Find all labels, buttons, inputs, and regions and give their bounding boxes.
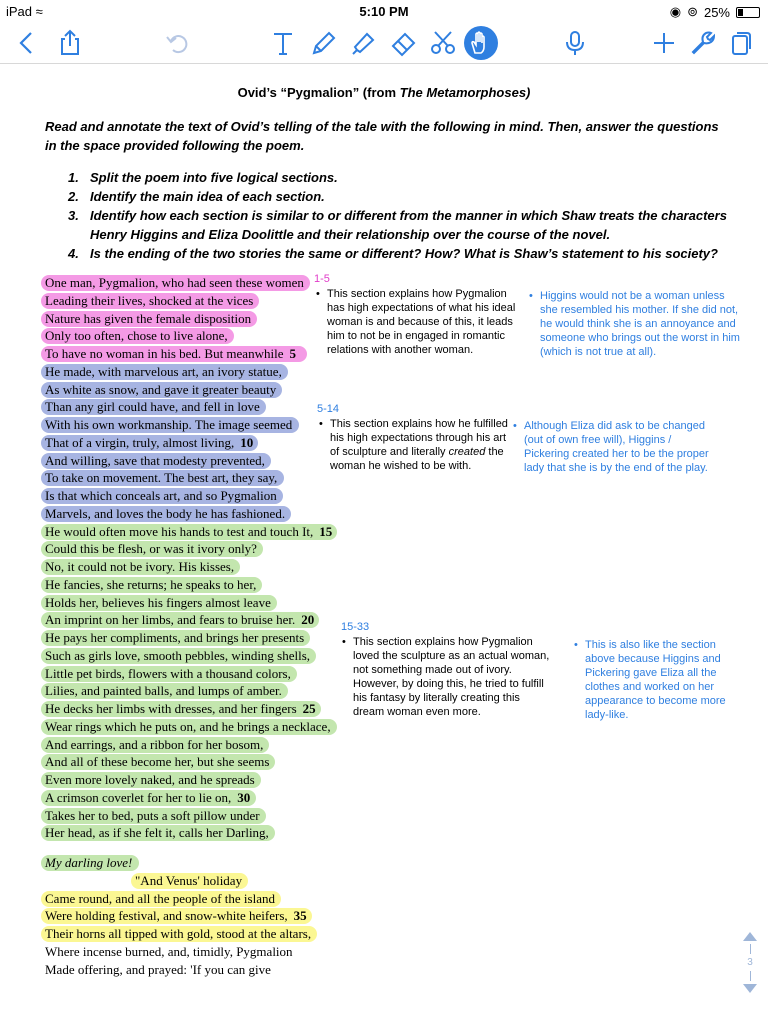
text-tool-icon	[269, 29, 297, 57]
toolbar	[0, 22, 768, 64]
poem-line	[45, 907, 345, 925]
pen-icon	[309, 29, 337, 57]
scissors-icon	[429, 29, 457, 57]
poem-line	[45, 718, 345, 736]
poem-line-text: Nature has given the female disposition	[45, 310, 252, 326]
poem-line-text: Marvels, and loves the body he has fashioned.	[45, 505, 286, 521]
poem-line-text: Where incense burned, and, timidly, Pygmalion	[45, 943, 293, 959]
annotation-summary-2: • This section explains how he fulfilled his high expectations through his art of sculpture and literally created the woman he wished to be with.	[319, 418, 508, 472]
poem-line-text: Than any girl could have, and fell in love	[45, 399, 260, 415]
poem-line	[45, 807, 345, 825]
page-down-icon[interactable]	[743, 984, 757, 993]
annotation-range-1: 1-5	[314, 273, 330, 285]
status-time: 5:10 PM	[359, 4, 409, 19]
text-tool-button[interactable]	[266, 26, 300, 60]
poem-text	[45, 274, 345, 978]
annotation-comparison-3: • This is also like the section above because Higgins and Pickering gave Eliza all the clothes and worked on her appearance to become more lady-like.	[574, 639, 726, 721]
hand-icon	[467, 29, 495, 57]
hand-tool-button[interactable]	[464, 26, 498, 60]
annotation-comparison-2: • Although Eliza did ask to be changed (out of own free will), Higgins / Pickering created her to be the proper lady that she is by the end of the play.	[513, 420, 709, 474]
rotation-lock-icon: ◉	[669, 4, 682, 19]
battery-percent: 25%	[703, 4, 730, 20]
document-intro: Read and annotate the text of Ovid’s telling of the tale with the following in mind. Then, answer the questions in the space provided following the poem.	[45, 119, 719, 153]
add-icon	[650, 29, 678, 57]
instruction-text: Split the poem into five logical sections.	[90, 170, 338, 185]
comparison-text: This is also like the section above because Higgins and Pickering gave Eliza all the clothes and worked on her appearance to become more lady-like.	[585, 639, 726, 721]
poem-line	[45, 363, 345, 381]
microphone-icon	[561, 29, 589, 57]
line-number: 10	[240, 434, 254, 450]
instruction-item	[68, 168, 728, 187]
poem-line	[45, 576, 345, 594]
poem-line-text: Holds her, believes his fingers almost leave	[45, 594, 271, 610]
undo-button[interactable]	[160, 26, 194, 60]
poem-line-text: An imprint on her limbs, and fears to bruise her.	[45, 612, 296, 628]
wrench-icon	[688, 29, 716, 57]
poem-line	[45, 434, 345, 452]
pen-tool-button[interactable]	[306, 26, 340, 60]
poem-line	[45, 345, 345, 363]
poem-line-text: Came round, and all the people of the island	[45, 890, 275, 906]
poem-line-text: Lilies, and painted balls, and lumps of amber.	[45, 683, 282, 699]
poem-line	[45, 310, 345, 328]
document-page[interactable]	[0, 65, 768, 1024]
poem-line-text: He decks her limbs with dresses, and her fingers	[45, 701, 297, 716]
status-right	[670, 4, 760, 20]
instruction-item	[68, 206, 728, 244]
poem-line-text: Could this be flesh, or was it ivory only?	[45, 541, 257, 557]
poem-line-text: Wear rings which he puts on, and he brings a necklace,	[45, 718, 331, 734]
poem-line-text: Their horns all tipped with gold, stood at the altars,	[45, 926, 312, 941]
poem-line-text: My darling love!	[45, 855, 133, 870]
poem-line	[45, 487, 345, 505]
poem-line-text: Were holding festival, and snow-white heifers,	[45, 908, 288, 924]
poem-line-text: No, it could not be ivory. His kisses,	[45, 559, 235, 574]
poem-line	[45, 771, 345, 789]
instruction-item	[68, 187, 728, 206]
undo-icon	[163, 29, 191, 57]
back-button[interactable]	[10, 26, 44, 60]
summary-text: This section explains how Pygmalion loved the sculpture as an actual woman, not something made out of ivory. However, by doing this, he tried to fulfill his fantasy by literally creating this dream woman even more.	[353, 636, 550, 718]
poem-line	[45, 594, 345, 612]
poem-line	[45, 665, 345, 683]
poem-line-text: And willing, save that modesty prevented,	[45, 452, 265, 468]
poem-line-text: As white as snow, and gave it greater beauty	[45, 381, 277, 397]
instruction-text: Identify how each section is similar to or different from the manner in which Shaw treats the characters Henry Higgins and Eliza Doolittle and their relationship over the course of the novel.	[90, 208, 727, 242]
poem-line	[45, 682, 345, 700]
annotation-comparison-1: • Higgins would not be a woman unless she resembled his mother. If she did not, he would think she is an annoyance and someone who brings out the worst in him (which is not true at all).	[529, 290, 740, 358]
annotation-range-2: 5-14	[317, 403, 340, 415]
poem-line-text: He would often move his hands to test and touch It,	[45, 523, 314, 539]
page-scroller[interactable]	[740, 932, 760, 1002]
poem-line-text: A crimson coverlet for her to lie on,	[45, 789, 232, 805]
poem-line	[45, 505, 345, 523]
poem-line	[45, 925, 345, 943]
share-button[interactable]	[53, 26, 87, 60]
poem-line-text: Leading their lives, shocked at the vices	[45, 292, 254, 308]
poem-line-text: Made offering, and prayed: 'If you can give	[45, 961, 271, 977]
title-italic: The Metamorphoses)	[399, 85, 531, 100]
poem-line-text: That of a virgin, truly, almost living,	[45, 434, 235, 450]
instruction-text: Is the ending of the two stories the same or different? How? What is Shaw’s statement to his society?	[90, 246, 718, 261]
comparison-text: Higgins would not be a woman unless she resembled his mother. If she did not, he would think she is an annoyance and someone who brings out the worst in him (which is not true at all).	[540, 290, 740, 358]
instruction-number: 2.	[68, 189, 79, 204]
poem-line	[45, 629, 345, 647]
poem-line-text: Is that which conceals art, and so Pygmalion	[45, 488, 277, 503]
eraser-tool-button[interactable]	[386, 26, 420, 60]
line-number: 35	[293, 908, 307, 924]
poem-line-text: He made, with marvelous art, an ivory statue,	[45, 363, 282, 379]
poem-line	[45, 274, 345, 292]
line-number: 20	[301, 612, 315, 628]
settings-button[interactable]	[685, 26, 719, 60]
title-text: Ovid’s “Pygmalion” (from	[237, 85, 400, 100]
poem-line	[45, 961, 345, 979]
back-icon	[13, 29, 41, 57]
instructions-list	[68, 168, 728, 263]
poem-line	[45, 943, 345, 961]
poem-line-text: One man, Pygmalion, who had seen these women	[45, 275, 304, 290]
scissors-tool-button[interactable]	[426, 26, 460, 60]
poem-line-text: Even more lovely naked, and he spreads	[45, 772, 255, 787]
poem-line-text: And earrings, and a ribbon for her bosom,	[45, 736, 264, 752]
poem-line-text: And all of these become her, but she seems	[45, 754, 270, 770]
annotation-summary-3: • This section explains how Pygmalion loved the sculpture as an actual woman, not something made out of ivory. However, by doing this, he tried to fulfill his fantasy by literally creating this dream woman even more.	[342, 636, 550, 718]
document-title	[0, 85, 768, 100]
highlighter-icon	[349, 29, 377, 57]
poem-line	[45, 854, 345, 872]
status-bar	[0, 0, 768, 22]
poem-line-text: To take on movement. The best art, they say,	[45, 470, 278, 486]
poem-line	[45, 540, 345, 558]
instruction-number: 3.	[68, 208, 79, 223]
poem-line	[45, 789, 345, 807]
poem-line-text: Her head, as if she felt it, calls her Darling,	[45, 825, 269, 841]
instruction-number: 1.	[68, 170, 79, 185]
poem-line	[45, 700, 345, 718]
poem-line	[45, 736, 345, 754]
poem-line	[45, 398, 345, 416]
comparison-text: Although Eliza did ask to be changed (out of own free will), Higgins / Pickering created her to be the proper lady that she is by the end of the play.	[524, 420, 709, 474]
poem-line	[45, 872, 345, 890]
poem-line-text: To have no woman in his bed. But meanwhile	[45, 346, 284, 361]
poem-line	[45, 381, 345, 399]
poem-line-text: Little pet birds, flowers with a thousand colors,	[45, 665, 291, 681]
annotation-range-3: 15-33	[341, 621, 370, 633]
poem-line	[45, 647, 345, 665]
microphone-button[interactable]	[558, 26, 592, 60]
poem-line-text: He pays her compliments, and brings her presents	[45, 630, 305, 645]
highlighter-tool-button[interactable]	[346, 26, 380, 60]
poem-line-text: He fancies, she returns; he speaks to her,	[45, 576, 257, 592]
line-number: 5	[289, 346, 296, 361]
pages-button[interactable]	[724, 26, 758, 60]
poem-line	[45, 416, 345, 434]
line-number: 25	[302, 701, 316, 716]
poem-line-text: "And Venus' holiday	[135, 872, 243, 888]
summary-text-b: the woman he wished to be with.	[330, 446, 504, 472]
wifi-icon: ≈	[35, 4, 43, 19]
summary-text-a: This section explains how he fulfilled his high expectations through his art of sculpture and literally	[330, 418, 508, 458]
poem-line	[45, 469, 345, 487]
poem-line	[45, 292, 345, 310]
poem-line	[45, 753, 345, 771]
line-number: 15	[319, 523, 333, 539]
pages-icon	[727, 29, 755, 57]
poem-line-text: With his own workmanship. The image seemed	[45, 417, 293, 432]
poem-line	[45, 327, 345, 345]
poem-line-text: Such as girls love, smooth pebbles, winding shells,	[45, 647, 311, 663]
poem-line	[45, 611, 345, 629]
poem-line	[45, 523, 345, 541]
instruction-item	[68, 244, 728, 263]
page-number: 3	[747, 957, 753, 968]
summary-text-italic: created	[448, 446, 486, 458]
eraser-icon	[389, 29, 417, 57]
device-name: iPad	[6, 4, 33, 19]
poem-line	[45, 824, 345, 842]
page-up-icon[interactable]	[743, 932, 757, 941]
instruction-number: 4.	[68, 246, 79, 261]
share-icon	[56, 29, 84, 57]
annotation-summary-1: • This section explains how Pygmalion has high expectations of what his ideal woman is and because of this, it leads him to not be in engaged in romantic relations with another woman.	[316, 288, 516, 356]
bluetooth-icon: ⊚	[687, 4, 698, 19]
poem-line	[45, 890, 345, 908]
poem-line-text: Only too often, chose to live alone,	[45, 328, 228, 344]
add-button[interactable]	[647, 26, 681, 60]
poem-line	[45, 558, 345, 576]
poem-line	[45, 452, 345, 470]
poem-line-text: Takes her to bed, puts a soft pillow under	[45, 807, 260, 823]
battery-icon	[736, 7, 760, 18]
instruction-text: Identify the main idea of each section.	[90, 189, 325, 204]
line-number: 30	[237, 789, 251, 805]
summary-text: This section explains how Pygmalion has high expectations of what his ideal woman is and because of this, it leads him to not be in engaged in romantic relations with another woman.	[327, 288, 516, 356]
